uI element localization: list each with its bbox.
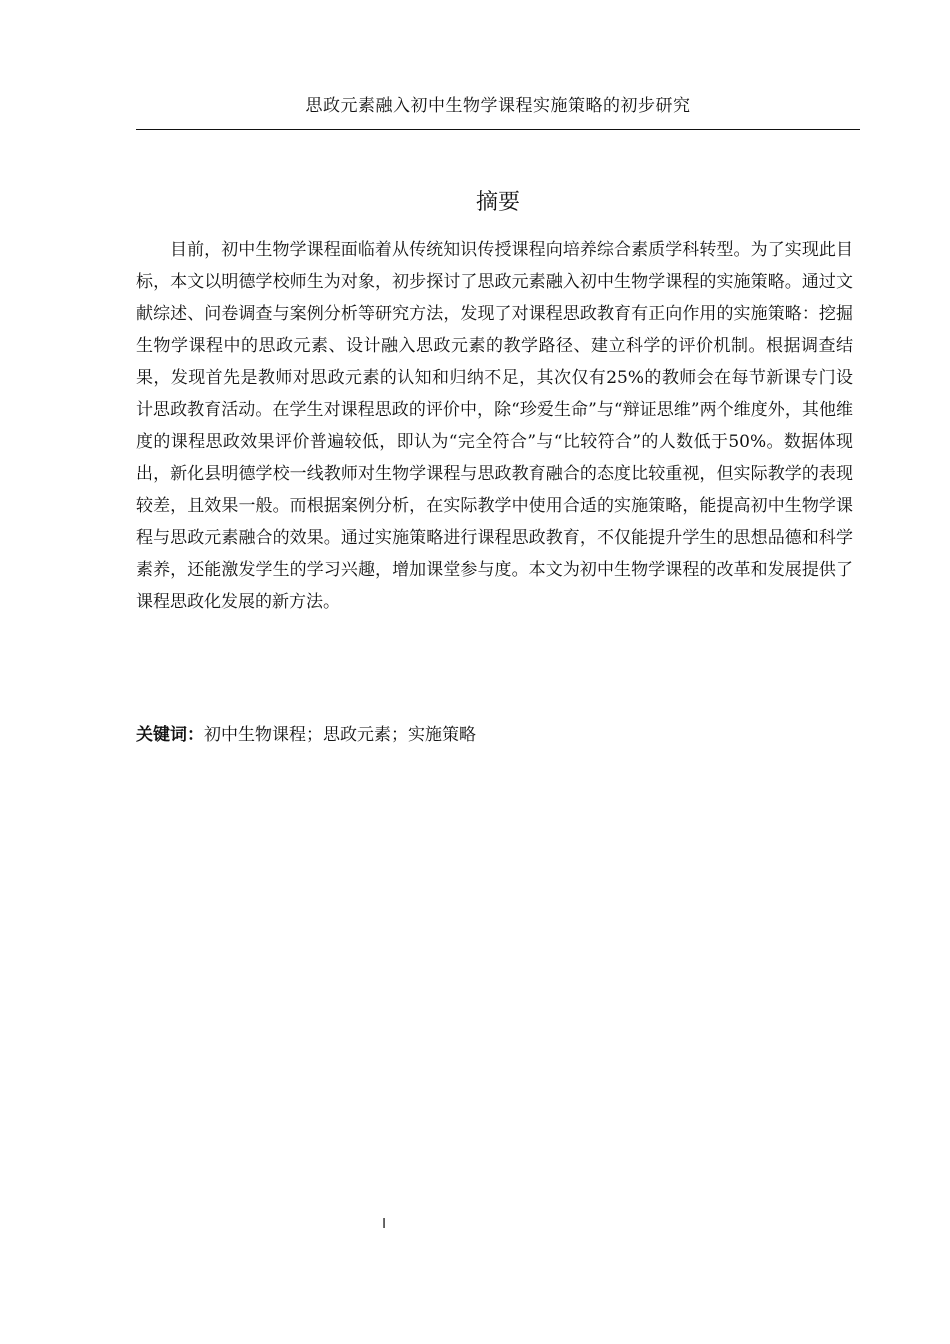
running-header: 思政元素融入初中生物学课程实施策略的初步研究: [305, 96, 691, 116]
abstract-title: 摘要: [475, 190, 520, 215]
keywords-line: [136, 719, 853, 751]
keywords-label: 关键词：: [136, 725, 204, 745]
abstract-body: 目前，初中生物学课程面临着从传统知识传授课程向培养综合素质学科转型。为了实现此目标，本文以明德学校师生为对象，初步探讨了思政元素融入初中生物学课程的实施策略。通过文献综述、问卷调查与案例分析等研究方法，发现了对课程思政教育有正向作用的实施策略：挖掘生物学课程中的思政元素、设计融入思政元素的教学路径、建立科学的评价机制。根据调查结果，发现首先是教师对思政元素的认知和归纳不足，其次仅有25%的教师会在每节新课专门设计思政教育活动。在学生对课程思政的评价中，除“珍爱生命”与“辩证思维”两个维度外，其他维度的课程思政效果评价普遍较低，即认为“完全符合”与“比较符合”的人数低于50%。数据体现出，新化县明德学校一线教师对生物学课程与思政教育融合的态度比较重视，但实际教学的表现较差，且效果一般。而根据案例分析，在实际教学中使用合适的实施策略，能提高初中生物学课程与思政元素融合的效果。通过实施策略进行课程思政教育，不仅能提升学生的思想品德和科学素养，还能激发学生的学习兴趣，增加课堂参与度。本文为初中生物学课程的改革和发展提供了课程思政化发展的新方法。: [136, 240, 853, 612]
keywords-text: 初中生物课程；思政元素；实施策略: [204, 725, 476, 745]
page-number: I: [382, 1217, 386, 1232]
header-divider: [136, 129, 860, 130]
